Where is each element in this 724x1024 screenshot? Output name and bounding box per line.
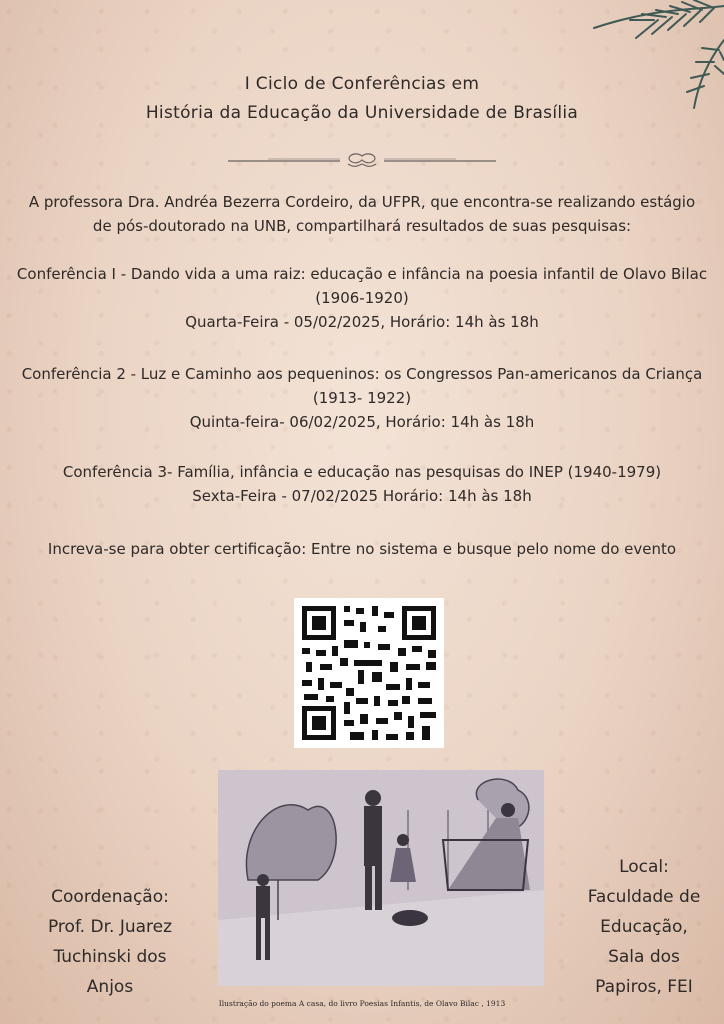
coordination-name-line1: Prof. Dr. Juarez <box>47 917 173 937</box>
conference-1-title-line1: Conferência I - Dando vida a uma raiz: educação e infância na poesia infantil de Olavo Bilac <box>16 265 708 283</box>
illustration-caption: Ilustração do poema A casa, do livro Poesias Infantis, de Olavo Bilac , 1913 <box>218 999 506 1008</box>
location-line4: Papiros, FEI <box>595 977 693 997</box>
conference-1-schedule: Quarta-Feira - 05/02/2025, Horário: 14h às 18h <box>185 313 539 331</box>
intro-line2: de pós-doutorado na UNB, compartilhará resultados de suas pesquisas: <box>92 217 632 235</box>
conference-3 <box>0 460 724 508</box>
intro-text <box>0 190 724 238</box>
conference-3-schedule: Sexta-Feira - 07/02/2025 Horário: 14h às 18h <box>192 487 532 505</box>
illustration-drawing <box>218 770 544 986</box>
conference-1 <box>0 262 724 334</box>
coordination-label: Coordenação: <box>51 887 169 907</box>
conference-2-title-line2: (1913- 1922) <box>312 389 412 407</box>
conference-1-title-line2: (1906-1920) <box>315 289 409 307</box>
intro-line1: A professora Dra. Andréa Bezerra Cordeiro, da UFPR, que encontra-se realizando estágio <box>28 193 696 211</box>
certification-note: Increva-se para obter certificação: Entre no sistema e busque pelo nome do evento <box>47 540 677 558</box>
conference-3-title: Conferência 3- Família, infância e educação nas pesquisas do INEP (1940-1979) <box>62 463 662 481</box>
location-block <box>574 852 714 1002</box>
location-line2: Educação, <box>600 917 688 937</box>
location-label: Local: <box>619 857 669 877</box>
location-line3: Sala dos <box>608 947 680 967</box>
conference-2-schedule: Quinta-feira- 06/02/2025, Horário: 14h às 18h <box>189 413 535 431</box>
coordination-name-line3: Anjos <box>86 977 134 997</box>
coordination-name-line2: Tuchinski dos <box>53 947 167 967</box>
qr-code-icon[interactable] <box>294 598 444 748</box>
event-title-line2: História da Educação da Universidade de Brasília <box>145 103 579 123</box>
conference-2 <box>0 362 724 434</box>
ornament-divider-icon <box>228 152 496 170</box>
event-title <box>0 70 724 128</box>
coordination-block <box>30 882 190 1002</box>
conference-2-title-line1: Conferência 2 - Luz e Caminho aos pequeninos: os Congressos Pan-americanos da Criança <box>21 365 703 383</box>
event-title-line1: I Ciclo de Conferências em <box>244 74 480 94</box>
poem-illustration <box>218 770 544 986</box>
location-line1: Faculdade de <box>587 887 701 907</box>
